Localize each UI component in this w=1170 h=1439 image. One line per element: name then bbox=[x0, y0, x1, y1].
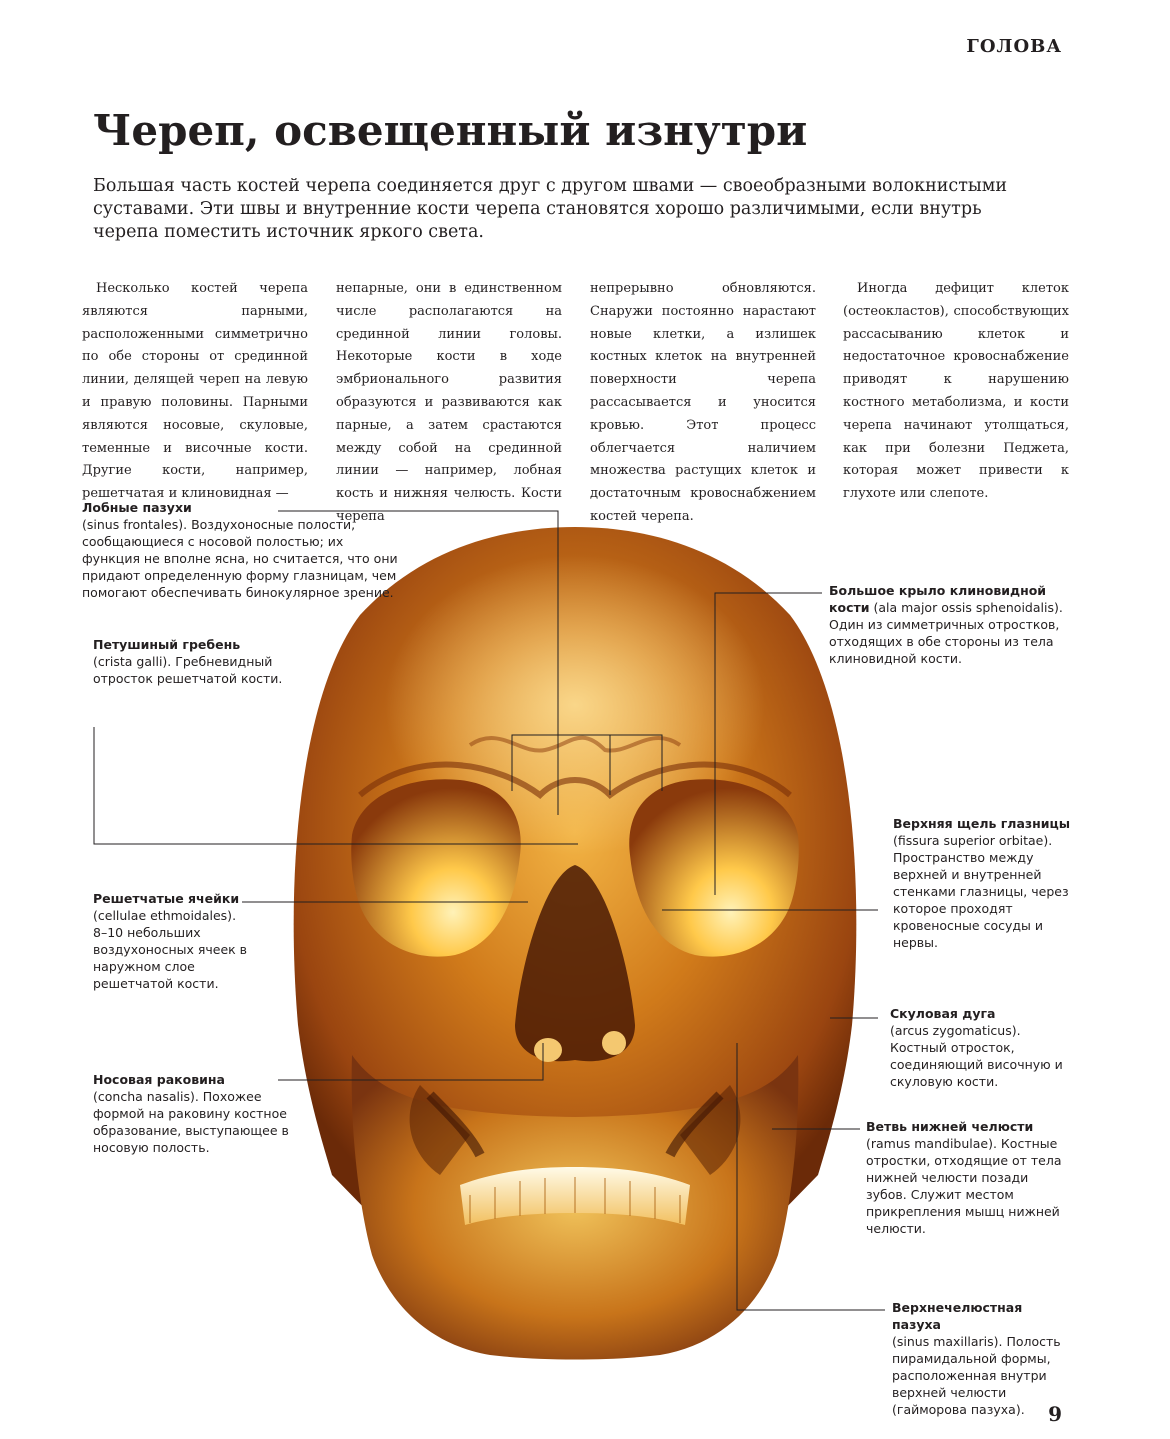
callout-nasal-concha-title: Носовая раковина bbox=[93, 1072, 225, 1087]
page-number: 9 bbox=[1048, 1402, 1062, 1426]
skull-figure bbox=[0, 495, 1170, 1439]
section-label: ГОЛОВА bbox=[966, 36, 1062, 57]
callout-crista-galli bbox=[93, 636, 283, 687]
callout-nasal-concha bbox=[93, 1071, 298, 1156]
callout-nasal-concha-text: (concha nasalis). Похожее формой на раковину костное образование, выступающее в носовую полость. bbox=[93, 1089, 289, 1155]
callout-superior-orbital-fissure-text: (fissura superior orbitae). Пространство между верхней и внутренней стенками глазницы, через которое проходят кровеносные сосуды и нервы. bbox=[893, 833, 1069, 950]
page-title: Череп, освещенный изнутри bbox=[93, 106, 808, 155]
callout-greater-wing-text: (ala major ossis sphenoidalis). Один из симметричных отростков, отходящих в обе стороны из тела клиновидной кости. bbox=[829, 600, 1063, 666]
callout-maxillary-sinus-title: Верхнечелюстная пазуха bbox=[892, 1300, 1023, 1332]
callout-ethmoid-cells-title: Решетчатые ячейки bbox=[93, 891, 240, 906]
callout-superior-orbital-fissure-title: Верхняя щель глазницы bbox=[893, 816, 1071, 831]
callout-crista-galli-text: (crista galli). Гребневидный отросток решетчатой кости. bbox=[93, 654, 283, 686]
callout-frontal-sinuses bbox=[82, 499, 402, 601]
lead-paragraph: Большая часть костей черепа соединяется друг с другом швами — своеобразными волокнистыми суставами. Эти швы и внутренние кости черепа становятся хорошо различимыми, если внутрь черепа поместить источник яркого света. bbox=[93, 176, 1008, 242]
callout-mandible-ramus bbox=[866, 1118, 1071, 1237]
callout-greater-wing-title: Большое крыло клиновидной кости bbox=[829, 583, 1047, 615]
callout-zygomatic-arch-title: Скуловая дуга bbox=[890, 1006, 996, 1021]
callout-maxillary-sinus-text: (sinus maxillaris). Полость пирамидальной формы, расположенная внутри верхней челюсти (гайморова пазуха). bbox=[892, 1334, 1061, 1417]
callout-ethmoid-cells bbox=[93, 890, 253, 992]
body-column-3: непрерывно обновляются. Снаружи постоянно нарастают новые клетки, а излишек костных клеток на внутренней поверхности черепа рассасывается и уносится кровью. Этот процесс облегчается наличием множества растущих клеток и достаточным кровоснабжением костей черепа. bbox=[590, 281, 816, 524]
callout-frontal-sinuses-title: Лобные пазухи bbox=[82, 500, 192, 515]
body-column-1: Несколько костей черепа являются парными, расположенными симметрично по обе стороны от срединной линии, делящей череп на левую и правую половины. Парными являются носовые, скуловые, теменные и височные кости. Другие кости, например, решетчатая и клиновидная — bbox=[82, 281, 308, 502]
callout-mandible-ramus-text: (ramus mandibulae). Костные отростки, отходящие от тела нижней челюсти позади зубов. Служит местом прикрепления мышц нижней челюсти. bbox=[866, 1136, 1062, 1236]
callout-frontal-sinuses-text: (sinus frontales). Воздухоносные полости, сообщающиеся с носовой полостью; их функция не вполне ясна, но считается, что они придают определенную форму глазницам, чем помогают обеспечивать бинокулярное зрение. bbox=[82, 517, 398, 600]
callout-zygomatic-arch bbox=[890, 1005, 1070, 1090]
callout-zygomatic-arch-text: (arcus zygomaticus). Костный отросток, соединяющий височную и скуловую кости. bbox=[890, 1023, 1063, 1089]
callout-ethmoid-cells-text: (cellulae ethmoidales). 8–10 небольших воздухоносных ячеек в наружном слое решетчатой кости. bbox=[93, 908, 248, 991]
body-column-4: Иногда дефицит клеток (остеокластов), способствующих рассасыванию клеток и недостаточное кровоснабжение приводят к нарушению костного метаболизма, и кости черепа начинают утолщаться, как при болезни Педжета, которая может привести к глухоте или слепоте. bbox=[843, 281, 1069, 502]
callout-maxillary-sinus bbox=[892, 1299, 1072, 1418]
body-column-2: непарные, они в единственном числе располагаются на срединной линии головы. Некоторые кости в ходе эмбрионального развития образуются и развиваются как парные, а затем срастаются между собой на срединной линии — например, лобная кость и нижняя челюсть. Кости черепа bbox=[336, 281, 562, 524]
callout-mandible-ramus-title: Ветвь нижней челюсти bbox=[866, 1119, 1034, 1134]
callout-greater-wing bbox=[829, 582, 1069, 667]
callout-superior-orbital-fissure bbox=[893, 815, 1073, 951]
callout-crista-galli-title: Петушиный гребень bbox=[93, 637, 241, 652]
